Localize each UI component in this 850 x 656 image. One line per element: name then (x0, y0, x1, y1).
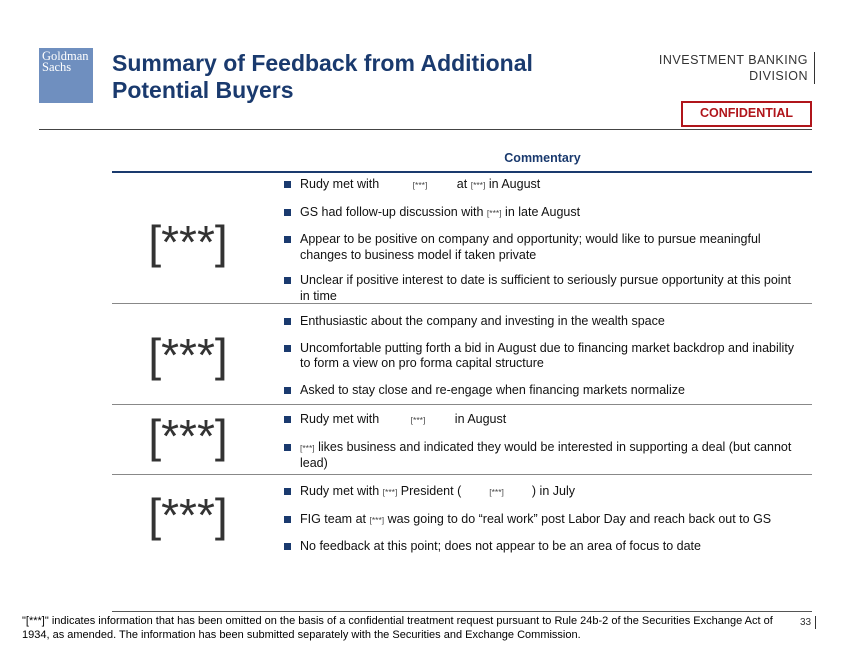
confidential-badge: CONFIDENTIAL (681, 101, 812, 127)
list-item: Unclear if positive interest to date is sufficient to seriously pursue opportunity at this point in time (284, 273, 804, 304)
bullet-text: at (453, 177, 471, 191)
bullet-text: in August (485, 177, 541, 191)
buyer-row-1 (112, 173, 812, 304)
commentary-list (284, 177, 804, 304)
redaction-mark: [***] (489, 487, 504, 497)
division-label (659, 52, 815, 84)
bullet-text: in August (451, 412, 507, 426)
bullet-text: Rudy met with (300, 484, 383, 498)
footer-divider (112, 611, 812, 612)
list-item: Appear to be positive on company and opportunity; would like to pursue meaningful changes to business model if taken private (284, 232, 804, 263)
redaction-mark: [***] (382, 487, 398, 497)
bullet-text: President ( (397, 484, 462, 498)
commentary-list (284, 314, 804, 398)
bullet-text: FIG team at (300, 511, 370, 526)
redaction-mark: [***] (470, 180, 486, 190)
buyer-row-4 (112, 476, 812, 566)
title-line1: Summary of Feedback from Additional (112, 50, 533, 76)
commentary-list (284, 484, 804, 555)
bullet-text: Rudy met with (300, 412, 383, 426)
redaction-mark: [***] (369, 514, 385, 525)
logo-line2: Sachs (42, 60, 72, 74)
goldman-sachs-logo (39, 48, 93, 103)
redaction-mark: [***] (300, 442, 315, 453)
list-item: Enthusiastic about the company and investing in the wealth space (284, 314, 804, 330)
buyer-name-redacted: [***] (148, 410, 228, 462)
buyer-row-3 (112, 405, 812, 475)
bullet-text: likes business and indicated they would be interested in supporting a deal (but cannot lead) (300, 439, 792, 470)
bullet-text: Rudy met with (300, 177, 383, 191)
list-item (284, 512, 804, 529)
commentary-column-header: Commentary (504, 151, 581, 165)
buyer-name-redacted: [***] (148, 216, 228, 268)
page-title (112, 50, 533, 104)
title-line2: Potential Buyers (112, 77, 294, 103)
list-item: Uncomfortable putting forth a bid in August due to financing market backdrop and inability to form a view on pro forma capital structure (284, 341, 804, 372)
commentary-list (284, 412, 804, 472)
list-item (284, 205, 804, 222)
redaction-mark: [***] (486, 207, 502, 218)
division-line2: DIVISION (749, 69, 808, 83)
redaction-mark: [***] (410, 415, 426, 425)
list-item (284, 412, 804, 429)
buyer-row-2 (112, 304, 812, 405)
logo-line1: Goldman (42, 49, 89, 63)
page-number: 33 (800, 616, 816, 629)
bullet-text: was going to do “real work” post Labor Day and reach back out to GS (384, 511, 772, 526)
footnote: "[***]" indicates information that has been omitted on the basis of a confidential treatment request pursuant to Rule 24b-2 of the Securities Exchange Act of 1934, as amended. The information has been submitted separately with the Securities and Exchange Commission. (22, 615, 773, 641)
list-item: Asked to stay close and re-engage when financing markets normalize (284, 383, 804, 399)
bullet-text: GS had follow-up discussion with (300, 204, 487, 219)
list-item (284, 440, 804, 472)
bullet-text: in late August (501, 204, 581, 219)
division-line1: INVESTMENT BANKING (658, 53, 808, 67)
redaction-mark: [***] (412, 180, 428, 190)
bullet-text: ) in July (531, 484, 575, 498)
header-divider (39, 129, 812, 130)
buyer-name-redacted: [***] (148, 329, 228, 381)
buyer-name-redacted: [***] (148, 489, 228, 541)
list-item (284, 484, 804, 501)
list-item (284, 177, 804, 194)
list-item: No feedback at this point; does not appear to be an area of focus to date (284, 539, 804, 555)
